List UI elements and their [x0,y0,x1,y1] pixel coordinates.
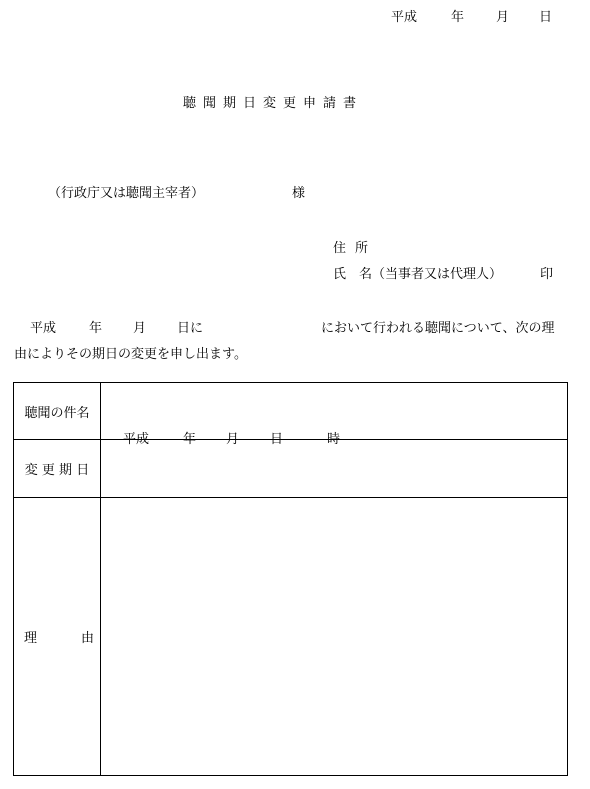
seal-mark: 印 [540,267,554,282]
table-row-reason [14,497,568,775]
body-date-month: 月 [133,321,147,336]
body-date-day: 日に [177,321,204,336]
table-row-change-date [14,440,568,497]
header-date-month: 月 [496,10,510,25]
change-date-year: 年 [183,432,197,448]
document-title: 聴聞期日変更申請書 [183,96,364,111]
body-text-line2: 由によりその期日の変更を申し出ます。 [14,347,247,362]
body-date-year: 年 [89,321,103,336]
header-date-day: 日 [539,10,553,25]
subject-label: 聴聞の件名 [14,383,101,440]
header-date-year: 年 [451,10,465,25]
change-date-field[interactable] [101,432,568,497]
change-date-day: 日 [270,432,284,448]
applicant-name-label: 氏 名（当事者又は代理人） [333,267,503,282]
change-date-month: 月 [226,432,240,448]
reason-label-char-1: 理 [24,630,38,646]
reason-label-char-2: 由 [80,630,94,646]
table-row-subject [14,383,568,440]
body-text-line1: において行われる聴聞について、次の理 [321,321,555,336]
body-date-era: 平成 [30,321,57,336]
reason-label-text [14,627,100,646]
change-date-label: 変 更 期 日 [14,440,101,497]
application-form-table [13,382,568,776]
addressee-honorific: 様 [292,186,306,201]
header-date-era: 平成 [391,10,418,25]
reason-label [14,497,101,775]
addressee-label: （行政庁又は聴聞主宰者） [48,186,205,201]
reason-field[interactable] [101,497,568,775]
change-date-era: 平成 [123,432,150,448]
applicant-address-label: 住所 [333,241,378,256]
change-date-hour: 時 [327,432,341,448]
